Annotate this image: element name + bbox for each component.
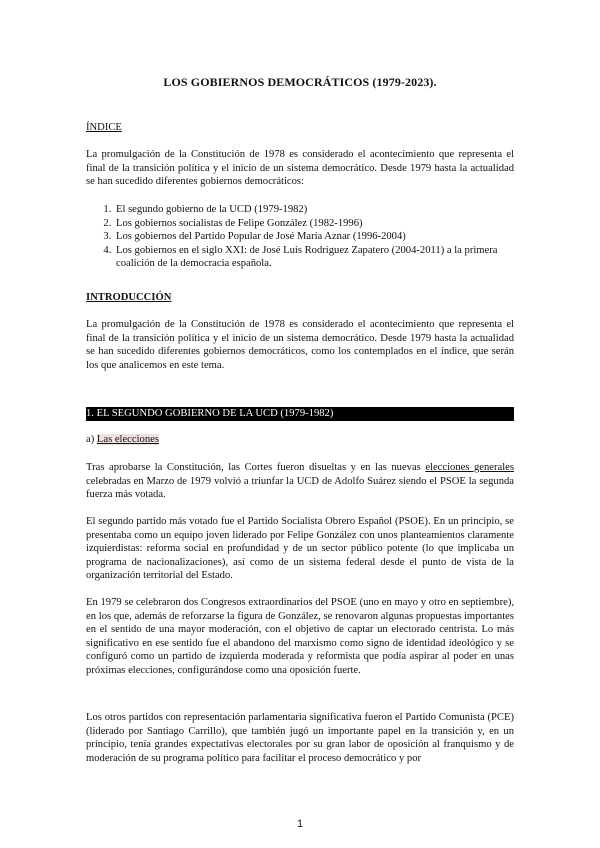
index-intro: La promulgación de la Constitución de 1978 es considerado el acontecimiento que representa el final de la transición política y el inicio de un sistema democrático. Desde 1979 hasta la actualidad se han sucedido diferentes gobiernos democráticos: xyxy=(86,149,514,188)
section-1-paragraph-4: Los otros partidos con representación parlamentaria significativa fueron el Partido Comunista (PCE) (liderado por Santiago Carrillo), que también jugó un importante papel en la transición y, en un principio, tenía grandes expectativas electorales por su gran labor de oposición al franquismo y de moderación de su programa político para facilitar el proceso democrático y por xyxy=(86,712,514,764)
index-item: 1. El segundo gobierno de la UCD (1979-1982) xyxy=(114,203,534,217)
page-number: 1 xyxy=(296,818,304,830)
index-item: 3. Los gobiernos del Partido Popular de José María Aznar (1996-2004) xyxy=(114,230,534,244)
index-list xyxy=(86,203,534,271)
index-item: 4. Los gobiernos en el siglo XXI: de José Luis Rodríguez Zapatero (2004-2011) a la primera coalición de la democracia española. xyxy=(114,244,534,271)
section-1-paragraph-3: En 1979 se celebraron dos Congresos extraordinarios del PSOE (uno en mayo y otro en septiembre), en los que, además de reforzarse la figura de González, se renovaron algunas propuestas importantes en el sentido de una mayor moderación, con el objetivo de captar un electorado centrista. Lo más significativo en ese sentido fue el abandono del marxismo como signo de identidad ideológico y se configuró como un partido de izquierda moderada y reformista que podía aspirar al poder en unas próximas elecciones, configurándose como una oposición fuerte. xyxy=(86,597,514,676)
introduction-text: La promulgación de la Constitución de 1978 es considerado el acontecimiento que representa el final de la transición política y el inicio de un sistema democrático. Desde 1979 hasta la actualidad se han sucedido diferentes gobiernos democráticos, como los contemplados en el índice, que serán los que analicemos en este tema. xyxy=(86,319,514,371)
section-1-paragraph-1: Tras aprobarse la Constitución, las Cortes fueron disueltas y en las nuevas elecciones generales celebradas en Marzo de 1979 volvió a triunfar la UCD de Adolfo Suárez siendo el PSOE la segunda fuerza más votada. xyxy=(86,462,514,501)
document-title: LOS GOBIERNOS DEMOCRÁTICOS (1979-2023). xyxy=(163,75,437,89)
introduction-heading: INTRODUCCIÓN xyxy=(86,292,172,303)
section-1-paragraph-2: El segundo partido más votado fue el Partido Socialista Obrero Español (PSOE). En un principio, se presentaba como un equipo joven liderado por Felipe González con unos planteamientos claramente izquierdistas: reforma social en profundidad y de un sector público potente (lo que implicaba un programa de nacionalizaciones), así como de un sistema federal desde el punto de vista de la organización territorial del Estado. xyxy=(86,516,514,582)
index-item: 2. Los gobiernos socialistas de Felipe González (1982-1996) xyxy=(114,217,534,231)
elecciones-generales-link[interactable]: elecciones generales xyxy=(425,462,514,473)
index-heading: ÍNDICE xyxy=(86,122,122,133)
subsection-a-heading: a) Las elecciones xyxy=(86,434,159,445)
section-1-heading: 1. EL SEGUNDO GOBIERNO DE LA UCD (1979-1982) xyxy=(86,407,514,421)
subsection-a-label: Las elecciones xyxy=(96,434,159,445)
